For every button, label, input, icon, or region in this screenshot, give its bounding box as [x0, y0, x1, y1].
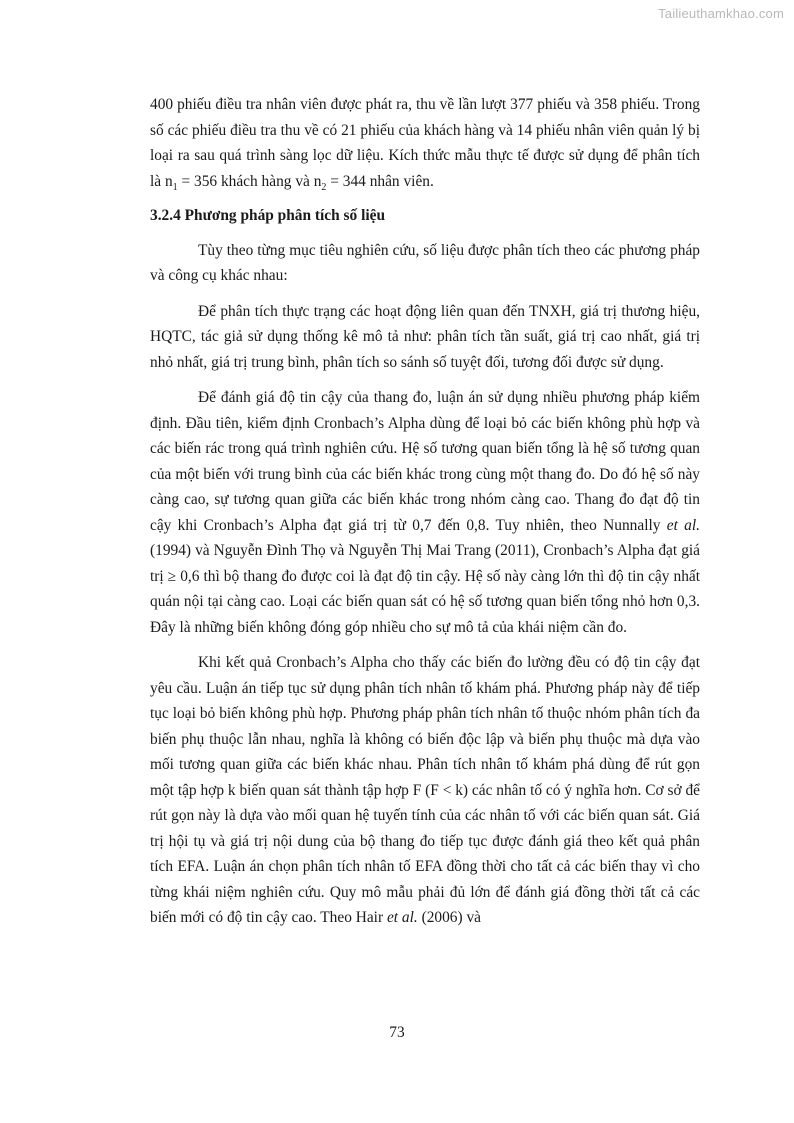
spacer	[150, 640, 700, 650]
section-heading: 3.2.4 Phương pháp phân tích số liệu	[150, 207, 386, 224]
text-run: 400 phiếu điều tra nhân viên được phát ra, thu về lần lượt 377 phiếu và 358 phiếu. Trong số các phiếu điều tra thu về có 21 phiếu của khách hàng và 14 phiếu nhân viên quản lý bị loại ra sau quá trình sàng lọc dữ liệu. Kích thức mẫu thực tế được sử dụng để phân tích là n	[150, 96, 700, 190]
spacer	[150, 375, 700, 385]
paragraph-sample-size	[150, 92, 700, 194]
text-run: = 344 nhân viên.	[326, 172, 434, 190]
text-run: = 356 khách hàng và n	[177, 172, 322, 190]
italic-text: et al.	[386, 909, 418, 926]
subscript: 1	[172, 181, 178, 193]
text-run: Để đánh giá độ tin cậy của thang đo, luận án sử dụng nhiều phương pháp kiểm định. Đầu tiên, kiểm định Cronbach’s Alpha dùng để loại bỏ các biến không phù hợp và các biến rác trong quá trình nghiên cứu. Hệ số tương quan biến tổng là hệ số tương quan của một biến với trung bình của các biến khác trong cùng một thang đo. Do đó hệ số này càng cao, sự tương quan giữa các biến khác trong nhóm càng cao. Thang đo đạt độ tin cậy khi Cronbach’s Alpha đạt giá trị từ 0,7 đến 0,8. Tuy nhiên, theo Nunnally	[150, 389, 700, 534]
page-number: 73	[389, 1024, 405, 1041]
document-page	[150, 92, 700, 931]
text-run: Khi kết quả Cronbach’s Alpha cho thấy các biến đo lường đều có độ tin cậy đạt yêu cầu. Luận án tiếp tục sử dụng phân tích nhân tố khám phá. Phương pháp này để tiếp tục loại bỏ biến không phù hợp. Phương pháp phân tích nhân tố thuộc nhóm phân tích đa biến phụ thuộc lẫn nhau, nghĩa là không có biến độc lập và biến phụ thuộc mà dựa vào mối tương quan giữa các biến khác nhau. Phân tích nhân tố khám phá dùng để rút gọn một tập hợp k biến quan sát thành tập hợp F (F < k) các nhân tố có ý nghĩa hơn. Cơ sở để rút gọn này là dựa vào mối quan hệ tuyến tính của các nhân tố với các biến quan sát. Giá trị hội tụ và giá trị nội dung của bộ thang đo tiếp tục được đánh giá theo kết quả phân tích EFA. Luận án chọn phân tích nhân tố EFA đồng thời cho tất cả các biến thay vì cho từng khái niệm nghiên cứu. Quy mô mẫu phải đủ lớn để đánh giá đồng thời tất cả các biến mới có độ tin cậy cao. Theo Hair	[150, 654, 700, 926]
paragraph-descriptive-stats: Để phân tích thực trạng các hoạt động liên quan đến TNXH, giá trị thương hiệu, HQTC, tác giả sử dụng thống kê mô tả như: phân tích tần suất, giá trị cao nhất, giá trị nhỏ nhất, giá trị trung bình, phân tích so sánh số tuyệt đối, tương đối được sử dụng.	[150, 302, 700, 371]
text-run: (2006) và	[417, 909, 481, 926]
italic-text: et al.	[666, 516, 700, 534]
subscript: 2	[321, 181, 327, 193]
paragraph-intro: Tùy theo từng mục tiêu nghiên cứu, số liệu được phân tích theo các phương pháp và công cụ khác nhau:	[150, 241, 700, 284]
spacer	[150, 289, 700, 299]
paragraph-efa	[150, 650, 700, 931]
paragraph-reliability	[150, 385, 700, 640]
watermark: Tailieuthamkhao.com	[658, 6, 784, 21]
text-run: (1994) và Nguyễn Đình Thọ và Nguyễn Thị Mai Trang (2011), Cronbach’s Alpha đạt giá trị ≥ 0,6 thì bộ thang đo được coi là đạt độ tin cậy. Hệ số này càng lớn thì độ tin cậy nhất quán nội tại càng cao. Loại các biến quan sát có hệ số tương quan biến tổng nhỏ hơn 0,3. Đây là những biến không đóng góp nhiều cho sự mô tả của khái niệm cần đo.	[150, 542, 700, 636]
